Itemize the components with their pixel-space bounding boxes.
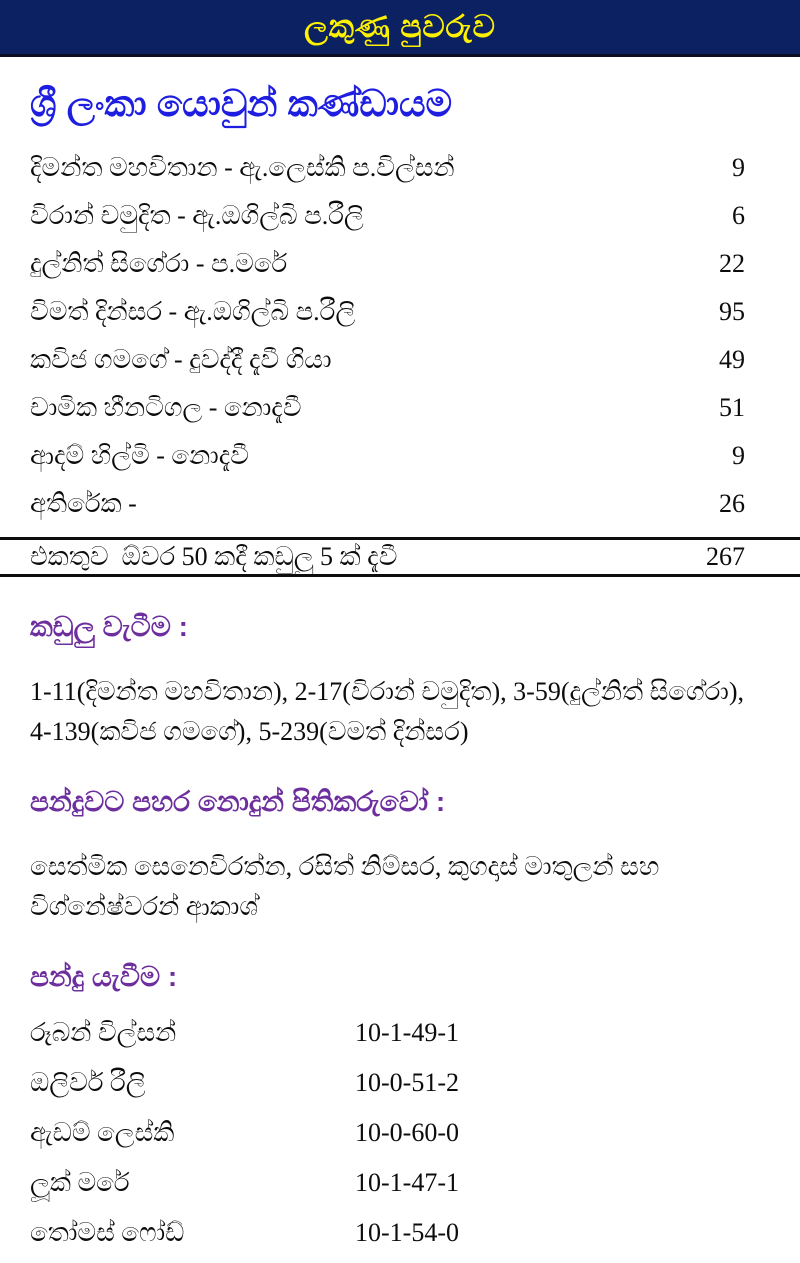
team-title: ශ්‍රී ලංකා යොවුන් කණ්ඩායම: [30, 83, 453, 124]
bowler-figures: 10-1-47-1: [355, 1168, 459, 1197]
bowler-name: ලූක් මරේ: [30, 1167, 130, 1197]
batting-row: [0, 240, 800, 288]
scoreboard-banner: [0, 0, 800, 57]
batting-section: [0, 144, 800, 577]
batsman-runs: 22: [719, 249, 745, 278]
batsman-runs: 9: [732, 153, 745, 182]
bowler-name: ඔලිවර් රීලි: [30, 1067, 146, 1097]
did-not-bat-text: සෙත්මික සෙනෙවිරත්න, රසිත් නිම්සර, කුගදාස් මාතුලන් සහ විග්නේෂ්වරන් ආකාශ්: [30, 852, 666, 921]
bowling-row: [0, 1008, 800, 1058]
bowler-name: ඇඩම් ලෙස්කි: [30, 1117, 175, 1147]
bowling-table: [0, 1008, 800, 1258]
batsman-dismissal: චාමික හීනටිගල - නොදැවී: [30, 392, 302, 422]
did-not-bat-section: [0, 786, 800, 927]
batting-row: [0, 432, 800, 480]
batsman-runs: 95: [719, 297, 745, 326]
batsman-runs: 51: [719, 393, 745, 422]
batsman-dismissal: කවිජ ගමගේ - දුවද්දී දැවී ගියා: [30, 344, 332, 374]
bowler-figures: 10-1-49-1: [355, 1018, 459, 1047]
batting-row: [0, 336, 800, 384]
batting-row: [0, 288, 800, 336]
fall-of-wickets-heading: කඩුලු වැටීම :: [30, 611, 188, 642]
bowler-figures: 10-1-54-0: [355, 1218, 459, 1247]
innings-total-row: [0, 537, 800, 577]
did-not-bat-heading: පන්දුවට පහර නොදුන් පිතිකරුවෝ :: [30, 786, 446, 817]
batsman-dismissal: විමත් දින්සර - ඇ.ඔගිල්බි ප.රීලි: [30, 296, 356, 326]
batsman-dismissal: විරාන් චමුදිත - ඇ.ඔගිල්බි ප.රීලි: [30, 200, 364, 230]
bowler-figures: 10-0-60-0: [355, 1118, 459, 1147]
batsman-dismissal: දුල්නිත් සිගේරා - ප.මරේ: [30, 248, 288, 278]
batsman-dismissal: ආදම් හිල්මි - නොදැවී: [30, 440, 249, 470]
scorecard: [0, 83, 800, 1258]
batsman-runs: 9: [732, 441, 745, 470]
batsman-runs: 6: [732, 201, 745, 230]
bowler-name: රූබන් විල්සන්: [30, 1017, 177, 1047]
batting-row: [0, 192, 800, 240]
bowling-row: [0, 1108, 800, 1158]
bowling-heading: පන්දු යැවීම :: [30, 961, 178, 992]
bowling-row: [0, 1208, 800, 1258]
bowling-row: [0, 1158, 800, 1208]
batsman-dismissal: අතිරේක -: [30, 488, 137, 518]
batsman-runs: 49: [719, 345, 745, 374]
batting-row: [0, 144, 800, 192]
batting-row: [0, 384, 800, 432]
batsman-dismissal: දිමන්ත මහවිතාන - ඇ.ලෙස්කි ප.විල්සන්: [30, 152, 455, 182]
batting-row: [0, 480, 800, 528]
innings-total-label: එකතුව ඕවර 50 කදී කඩුලු 5 ක් දැවී: [30, 541, 398, 571]
batsman-runs: 26: [719, 489, 745, 518]
bowling-row: [0, 1058, 800, 1108]
innings-total-runs: 267: [706, 542, 745, 571]
bowler-figures: 10-0-51-2: [355, 1068, 459, 1097]
fall-of-wickets-text: 1-11(දිමන්ත මහවිතාන), 2-17(විරාන් චමුදිත), 3-59(දුල්නිත් සිගේරා), 4-139(කවිජ ගමගේ), 5-239(වමත් දින්සර): [30, 677, 751, 746]
bowling-section: [0, 961, 800, 1258]
bowler-name: තෝමස් ෆෝඩ්: [30, 1217, 185, 1247]
banner-title: ලකුණු පුවරුව: [304, 8, 496, 44]
fall-of-wickets-section: [0, 611, 800, 752]
